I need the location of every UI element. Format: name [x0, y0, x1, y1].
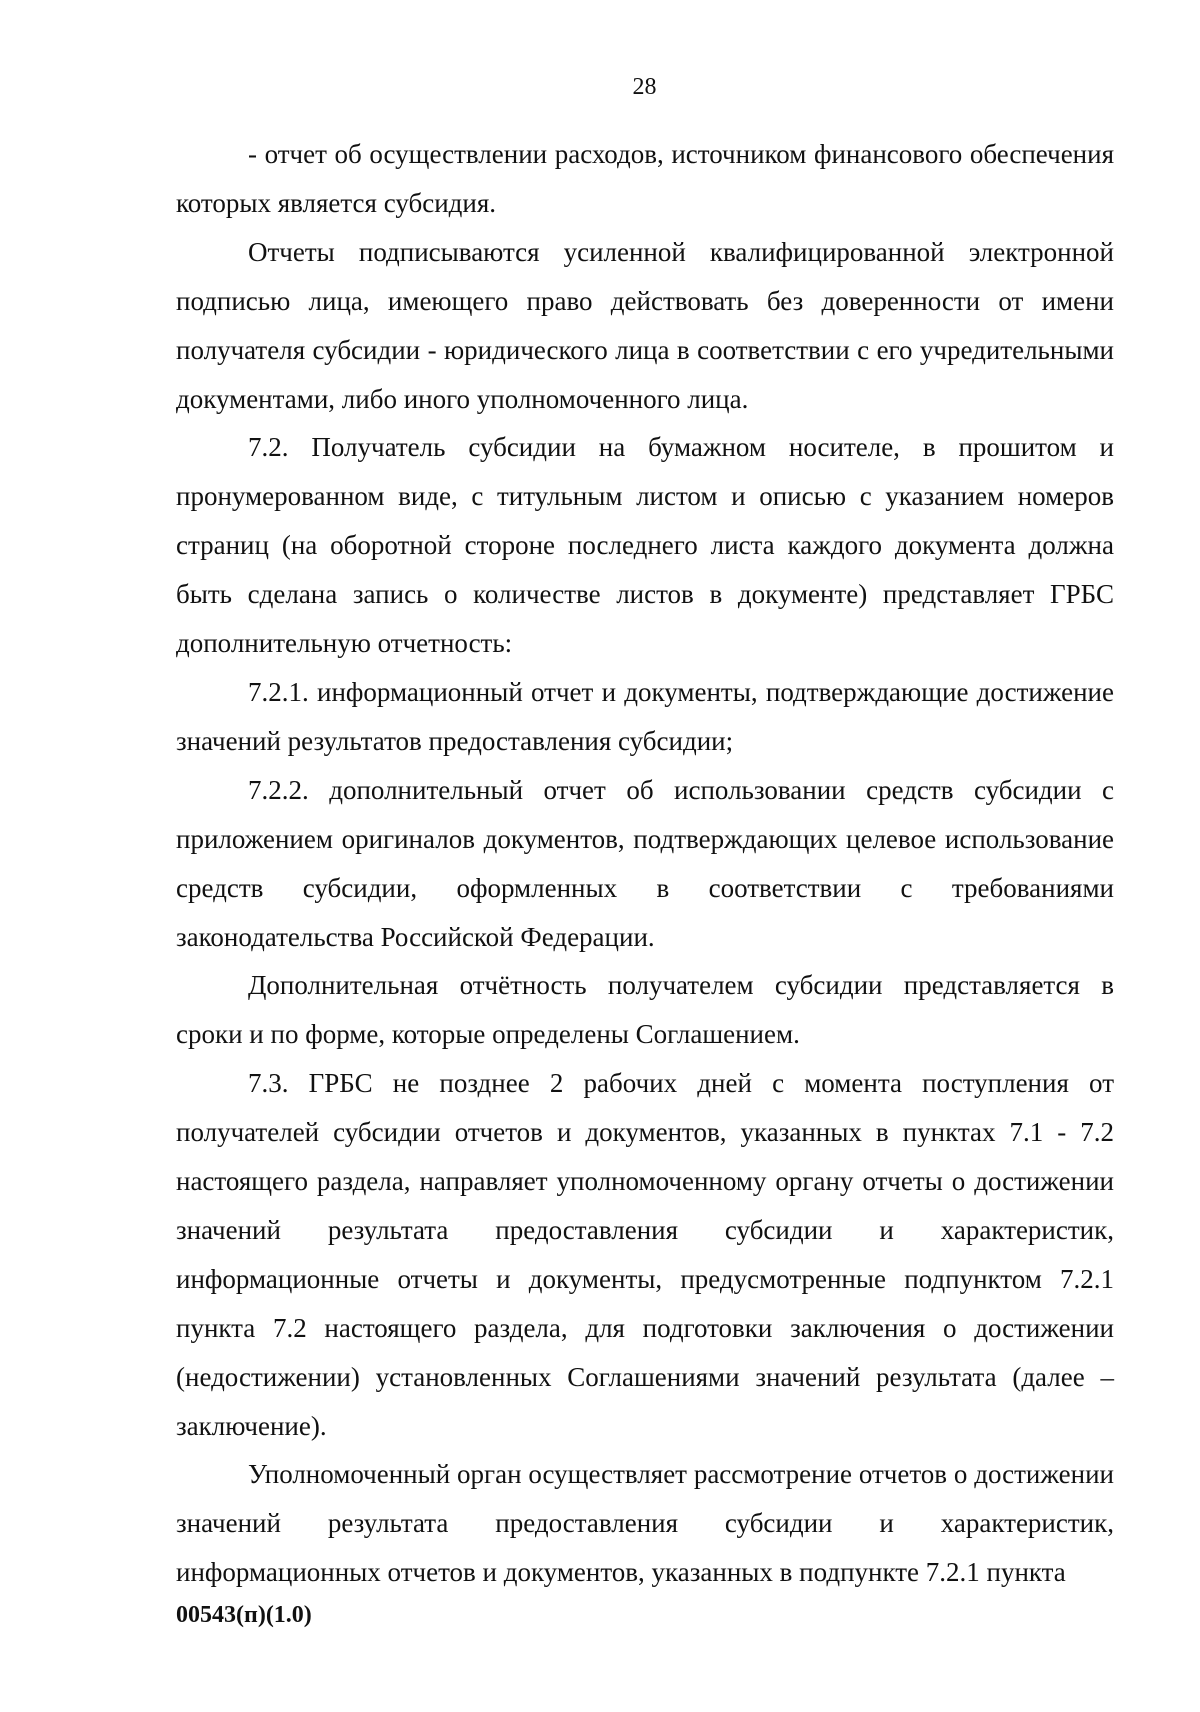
document-code: 00543(п)(1.0) — [176, 1602, 312, 1628]
paragraph-7-2-2: 7.2.2. дополнительный отчет об использовании средств субсидии с приложением оригиналов документов, подтверждающих целевое использование средств субсидии, оформленных в соответствии с требованиями законодательства Российской Федерации. — [176, 774, 1114, 952]
paragraph-authorized-body: Уполномоченный орган осуществляет рассмотрение отчетов о достижении значений результата предоставления субсидии и характеристик, информационных отчетов и документов, указанных в подпункте 7.2.1 пункта — [176, 1459, 1114, 1588]
paragraph-signature: Отчеты подписываются усиленной квалифицированной электронной подписью лица, имеющего право действовать без доверенности от имени получателя субсидии - юридического лица в соответствии с его учредительными документами, либо иного уполномоченного лица. — [176, 236, 1114, 414]
paragraph-7-2: 7.2. Получатель субсидии на бумажном носителе, в прошитом и пронумерованном виде, с титульным листом и описью с указанием номеров страниц (на оборотной стороне последнего листа каждого документа должна быть сделана запись о количестве листов в документе) представляет ГРБС дополнительную отчетность: — [176, 432, 1114, 659]
paragraph-additional-reporting: Дополнительная отчётность получателем субсидии представляется в сроки и по форме, которые определены Соглашением. — [176, 970, 1114, 1050]
document-body — [176, 130, 1114, 1597]
paragraph-expense-report: - отчет об осуществлении расходов, источником финансового обеспечения которых является субсидия. — [176, 139, 1114, 218]
page-number: 28 — [632, 74, 657, 100]
paragraph-7-3: 7.3. ГРБС не позднее 2 рабочих дней с момента поступления от получателей субсидии отчетов и документов, указанных в пунктах 7.1 - 7.2 настоящего раздела, направляет уполномоченному органу отчеты о достижении значений результата предоставления субсидии и характеристик, информационные отчеты и документы, предусмотренные подпунктом 7.2.1 пункта 7.2 настоящего раздела, для подготовки заключения о достижении (недостижении) установленных Соглашениями значений результата (далее – заключение). — [176, 1068, 1114, 1441]
paragraph-7-2-1: 7.2.1. информационный отчет и документы, подтверждающие достижение значений результатов предоставления субсидии; — [176, 676, 1114, 756]
